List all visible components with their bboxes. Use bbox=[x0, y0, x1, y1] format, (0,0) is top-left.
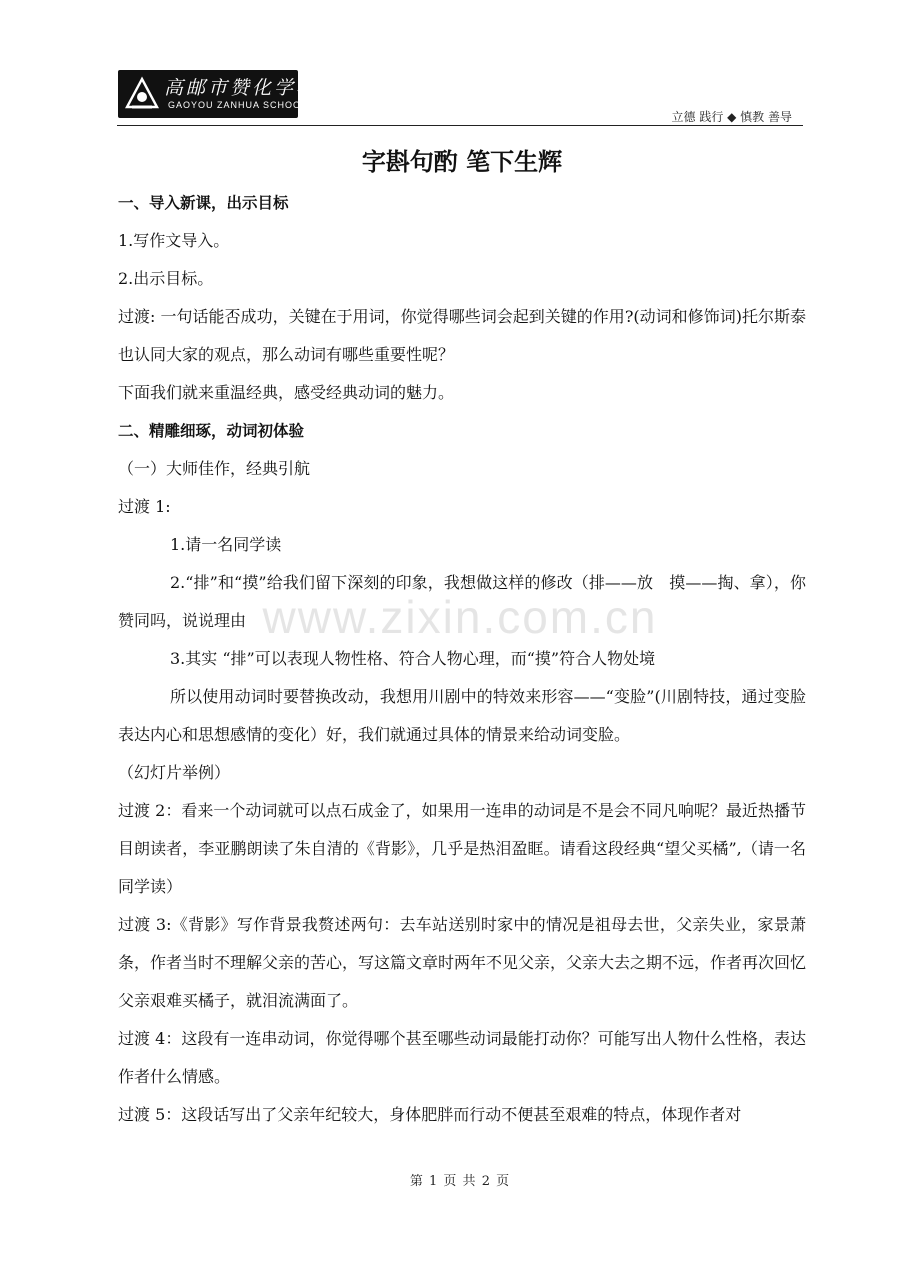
school-name: 高邮市赞化学校 bbox=[164, 77, 319, 99]
paragraph: 1.请一名同学读 bbox=[170, 535, 282, 554]
paragraph: 1.写作文导入。 bbox=[118, 231, 230, 250]
school-logo bbox=[118, 70, 319, 118]
paragraph: 过渡 1: bbox=[118, 497, 171, 516]
paragraph: 2.“排”和“摸”给我们留下深刻的印象，我想做这样的修改（排——放 摸——掏、拿），你赞同吗，说说理由 bbox=[118, 573, 806, 630]
page-footer: 第 1 页 共 2 页 bbox=[409, 1174, 511, 1189]
paragraph: 2.出示目标。 bbox=[118, 269, 214, 288]
paragraph: 过渡 4：这段有一连串动词，你觉得哪个甚至哪些动词最能打动你？可能写出人物什么性格，表达作者什么情感。 bbox=[118, 1029, 806, 1086]
header-divider bbox=[117, 125, 803, 126]
document-body bbox=[118, 140, 806, 1134]
section-heading: 一、导入新课，出示目标 bbox=[118, 194, 289, 212]
paragraph: 所以使用动词时要替换改动，我想用川剧中的特效来形容——“变脸”(川剧特技，通过变脸表达内心和思想感情的变化）好，我们就通过具体的情景来给动词变脸。 bbox=[118, 687, 806, 744]
paragraph: 3.其实 “排”可以表现人物性格、符合人物心理，而“摸”符合人物处境 bbox=[170, 649, 656, 668]
paragraph: 过渡 5：这段话写出了父亲年纪较大，身体肥胖而行动不便甚至艰难的特点，体现作者对 bbox=[118, 1105, 742, 1124]
school-motto: 立德 践行 ◆ 慎教 善导 bbox=[671, 110, 792, 124]
paragraph: （幻灯片举例） bbox=[118, 763, 231, 782]
paragraph: （一）大师佳作，经典引航 bbox=[118, 459, 311, 478]
paragraph: 下面我们就来重温经典，感受经典动词的魅力。 bbox=[118, 383, 455, 402]
document-title: 字斟句酌 笔下生辉 bbox=[361, 148, 563, 176]
school-name-english: GAOYOU ZANHUA SCHOOL bbox=[168, 100, 308, 110]
paragraph: 过渡 3:《背影》写作背景我赘述两句：去车站送别时家中的情况是祖母去世，父亲失业，家景萧条，作者当时不理解父亲的苦心，写这篇文章时两年不见父亲，父亲大去之期不远，作者再次回忆父亲艰难买橘子，就泪流满面了。 bbox=[118, 915, 807, 1010]
paragraph: 过渡 2：看来一个动词就可以点石成金了，如果用一连串的动词是不是会不同凡响呢？最近热播节目朗读者，李亚鹏朗读了朱自清的《背影》，几乎是热泪盈眶。请看这段经典“望父买橘”,（请一名同学读） bbox=[118, 801, 806, 896]
section-heading: 二、精雕细琢，动词初体验 bbox=[118, 422, 305, 440]
paragraph-list bbox=[118, 184, 806, 1134]
school-emblem-icon bbox=[124, 76, 160, 112]
watermark: www.zixin.com.cn bbox=[262, 591, 658, 643]
paragraph: 过渡: 一句话能否成功，关键在于用词，你觉得哪些词会起到关键的作用?(动词和修饰词)托尔斯泰也认同大家的观点，那么动词有哪些重要性呢？ bbox=[118, 307, 806, 364]
